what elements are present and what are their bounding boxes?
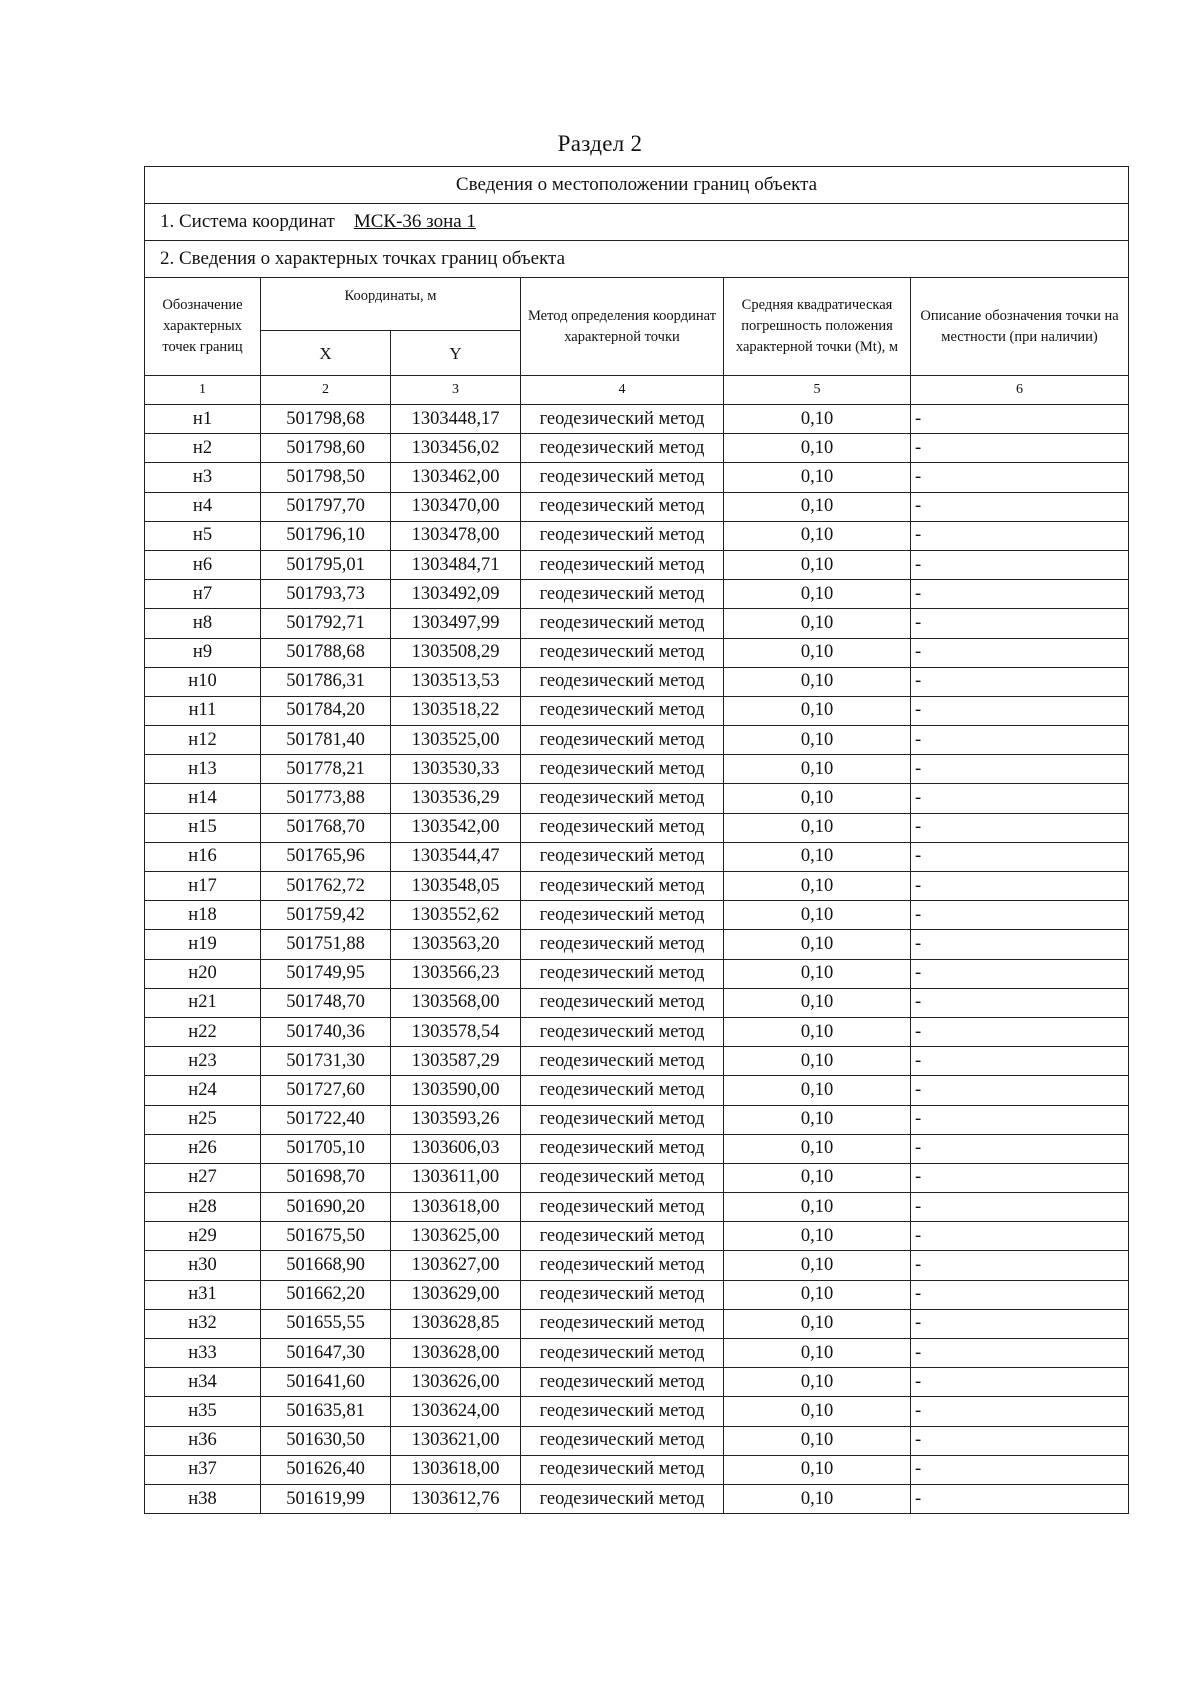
coord-y: 1303629,00 bbox=[391, 1280, 521, 1309]
method: геодезический метод bbox=[521, 872, 724, 901]
point-id: н31 bbox=[145, 1280, 261, 1309]
coord-x: 501749,95 bbox=[261, 959, 391, 988]
column-number: 6 bbox=[911, 376, 1129, 405]
accuracy: 0,10 bbox=[724, 930, 911, 959]
method: геодезический метод bbox=[521, 521, 724, 550]
description: - bbox=[911, 492, 1129, 521]
accuracy: 0,10 bbox=[724, 1484, 911, 1513]
description: - bbox=[911, 1193, 1129, 1222]
method: геодезический метод bbox=[521, 1105, 724, 1134]
method: геодезический метод bbox=[521, 1163, 724, 1192]
description: - bbox=[911, 1397, 1129, 1426]
point-id: н32 bbox=[145, 1309, 261, 1338]
description: - bbox=[911, 1484, 1129, 1513]
method: геодезический метод bbox=[521, 988, 724, 1017]
accuracy: 0,10 bbox=[724, 755, 911, 784]
coord-y: 1303484,71 bbox=[391, 550, 521, 579]
description: - bbox=[911, 1017, 1129, 1046]
description: - bbox=[911, 959, 1129, 988]
column-number-row bbox=[145, 376, 1129, 405]
description: - bbox=[911, 988, 1129, 1017]
column-number: 2 bbox=[261, 376, 391, 405]
coord-y: 1303618,00 bbox=[391, 1455, 521, 1484]
header-method: Метод определения координат характерной точки bbox=[521, 278, 724, 376]
accuracy: 0,10 bbox=[724, 872, 911, 901]
description: - bbox=[911, 1134, 1129, 1163]
point-id: н17 bbox=[145, 872, 261, 901]
accuracy: 0,10 bbox=[724, 988, 911, 1017]
coord-y: 1303568,00 bbox=[391, 988, 521, 1017]
coord-y: 1303470,00 bbox=[391, 492, 521, 521]
coord-y: 1303552,62 bbox=[391, 901, 521, 930]
description: - bbox=[911, 1455, 1129, 1484]
method: геодезический метод bbox=[521, 959, 724, 988]
accuracy: 0,10 bbox=[724, 405, 911, 434]
method: геодезический метод bbox=[521, 1047, 724, 1076]
coord-x: 501765,96 bbox=[261, 842, 391, 871]
table-row bbox=[145, 638, 1129, 667]
point-id: н28 bbox=[145, 1193, 261, 1222]
coord-y: 1303478,00 bbox=[391, 521, 521, 550]
method: геодезический метод bbox=[521, 784, 724, 813]
accuracy: 0,10 bbox=[724, 1076, 911, 1105]
method: геодезический метод bbox=[521, 1309, 724, 1338]
point-id: н3 bbox=[145, 463, 261, 492]
table-row bbox=[145, 1280, 1129, 1309]
coord-x: 501731,30 bbox=[261, 1047, 391, 1076]
accuracy: 0,10 bbox=[724, 667, 911, 696]
header-x: X bbox=[261, 331, 391, 376]
coord-y: 1303587,29 bbox=[391, 1047, 521, 1076]
method: геодезический метод bbox=[521, 813, 724, 842]
method: геодезический метод bbox=[521, 609, 724, 638]
coord-x: 501690,20 bbox=[261, 1193, 391, 1222]
method: геодезический метод bbox=[521, 492, 724, 521]
description: - bbox=[911, 1105, 1129, 1134]
coord-x: 501797,70 bbox=[261, 492, 391, 521]
coord-x: 501798,60 bbox=[261, 434, 391, 463]
coord-y: 1303628,85 bbox=[391, 1309, 521, 1338]
header-row-1 bbox=[145, 278, 1129, 331]
method: геодезический метод bbox=[521, 1222, 724, 1251]
description: - bbox=[911, 755, 1129, 784]
description: - bbox=[911, 463, 1129, 492]
description: - bbox=[911, 667, 1129, 696]
table-row bbox=[145, 1017, 1129, 1046]
accuracy: 0,10 bbox=[724, 1105, 911, 1134]
coord-x: 501641,60 bbox=[261, 1368, 391, 1397]
coord-y: 1303566,23 bbox=[391, 959, 521, 988]
coord-y: 1303536,29 bbox=[391, 784, 521, 813]
table-row bbox=[145, 988, 1129, 1017]
method: геодезический метод bbox=[521, 755, 724, 784]
coord-x: 501784,20 bbox=[261, 696, 391, 725]
table-row bbox=[145, 1105, 1129, 1134]
point-id: н30 bbox=[145, 1251, 261, 1280]
description: - bbox=[911, 1047, 1129, 1076]
accuracy: 0,10 bbox=[724, 1134, 911, 1163]
method: геодезический метод bbox=[521, 696, 724, 725]
points-heading-row bbox=[145, 241, 1129, 278]
description: - bbox=[911, 872, 1129, 901]
table-row bbox=[145, 492, 1129, 521]
method: геодезический метод bbox=[521, 638, 724, 667]
coord-y: 1303462,00 bbox=[391, 463, 521, 492]
point-id: н1 bbox=[145, 405, 261, 434]
coord-x: 501647,30 bbox=[261, 1339, 391, 1368]
coord-x: 501740,36 bbox=[261, 1017, 391, 1046]
accuracy: 0,10 bbox=[724, 1251, 911, 1280]
coord-x: 501668,90 bbox=[261, 1251, 391, 1280]
coord-y: 1303627,00 bbox=[391, 1251, 521, 1280]
table-row bbox=[145, 1339, 1129, 1368]
description: - bbox=[911, 1163, 1129, 1192]
description: - bbox=[911, 609, 1129, 638]
accuracy: 0,10 bbox=[724, 1368, 911, 1397]
point-id: н14 bbox=[145, 784, 261, 813]
accuracy: 0,10 bbox=[724, 434, 911, 463]
coord-x: 501748,70 bbox=[261, 988, 391, 1017]
section-title: Раздел 2 bbox=[557, 131, 643, 156]
table-row bbox=[145, 1397, 1129, 1426]
coord-y: 1303593,26 bbox=[391, 1105, 521, 1134]
point-id: н34 bbox=[145, 1368, 261, 1397]
point-id: н20 bbox=[145, 959, 261, 988]
column-number: 4 bbox=[521, 376, 724, 405]
method: геодезический метод bbox=[521, 463, 724, 492]
accuracy: 0,10 bbox=[724, 813, 911, 842]
point-id: н10 bbox=[145, 667, 261, 696]
table-title: Сведения о местоположении границ объекта bbox=[145, 167, 1129, 204]
coord-x: 501762,72 bbox=[261, 872, 391, 901]
point-id: н6 bbox=[145, 550, 261, 579]
table-row bbox=[145, 872, 1129, 901]
description: - bbox=[911, 580, 1129, 609]
method: геодезический метод bbox=[521, 1368, 724, 1397]
coord-x: 501778,21 bbox=[261, 755, 391, 784]
coord-y: 1303448,17 bbox=[391, 405, 521, 434]
coord-y: 1303525,00 bbox=[391, 726, 521, 755]
accuracy: 0,10 bbox=[724, 1280, 911, 1309]
table-row bbox=[145, 1222, 1129, 1251]
table-row bbox=[145, 959, 1129, 988]
table-row bbox=[145, 667, 1129, 696]
coord-x: 501705,10 bbox=[261, 1134, 391, 1163]
point-id: н29 bbox=[145, 1222, 261, 1251]
coord-x: 501698,70 bbox=[261, 1163, 391, 1192]
coord-y: 1303624,00 bbox=[391, 1397, 521, 1426]
table-row bbox=[145, 463, 1129, 492]
description: - bbox=[911, 434, 1129, 463]
accuracy: 0,10 bbox=[724, 696, 911, 725]
point-id: н13 bbox=[145, 755, 261, 784]
method: геодезический метод bbox=[521, 667, 724, 696]
coord-y: 1303578,54 bbox=[391, 1017, 521, 1046]
point-id: н22 bbox=[145, 1017, 261, 1046]
header-designation: Обозначение характерных точек границ bbox=[145, 278, 261, 376]
method: геодезический метод bbox=[521, 405, 724, 434]
description: - bbox=[911, 784, 1129, 813]
table-row bbox=[145, 1047, 1129, 1076]
column-number: 5 bbox=[724, 376, 911, 405]
description: - bbox=[911, 1222, 1129, 1251]
coord-x: 501630,50 bbox=[261, 1426, 391, 1455]
method: геодезический метод bbox=[521, 550, 724, 579]
coord-x: 501768,70 bbox=[261, 813, 391, 842]
description: - bbox=[911, 1076, 1129, 1105]
table-row bbox=[145, 1163, 1129, 1192]
coord-x: 501781,40 bbox=[261, 726, 391, 755]
coord-system-value: МСК-36 зона 1 bbox=[353, 211, 476, 232]
point-id: н23 bbox=[145, 1047, 261, 1076]
coord-x: 501675,50 bbox=[261, 1222, 391, 1251]
column-number: 1 bbox=[145, 376, 261, 405]
method: геодезический метод bbox=[521, 726, 724, 755]
accuracy: 0,10 bbox=[724, 521, 911, 550]
method: геодезический метод bbox=[521, 842, 724, 871]
table-row bbox=[145, 405, 1129, 434]
coord-x: 501786,31 bbox=[261, 667, 391, 696]
coord-y: 1303518,22 bbox=[391, 696, 521, 725]
accuracy: 0,10 bbox=[724, 1222, 911, 1251]
point-id: н12 bbox=[145, 726, 261, 755]
coord-x: 501798,50 bbox=[261, 463, 391, 492]
point-id: н27 bbox=[145, 1163, 261, 1192]
coord-x: 501792,71 bbox=[261, 609, 391, 638]
description: - bbox=[911, 901, 1129, 930]
method: геодезический метод bbox=[521, 434, 724, 463]
description: - bbox=[911, 1280, 1129, 1309]
coord-y: 1303563,20 bbox=[391, 930, 521, 959]
coord-x: 501795,01 bbox=[261, 550, 391, 579]
description: - bbox=[911, 405, 1129, 434]
accuracy: 0,10 bbox=[724, 492, 911, 521]
column-number: 3 bbox=[391, 376, 521, 405]
point-id: н21 bbox=[145, 988, 261, 1017]
coord-x: 501635,81 bbox=[261, 1397, 391, 1426]
point-id: н8 bbox=[145, 609, 261, 638]
method: геодезический метод bbox=[521, 1280, 724, 1309]
coord-y: 1303625,00 bbox=[391, 1222, 521, 1251]
table-row bbox=[145, 1426, 1129, 1455]
coord-x: 501788,68 bbox=[261, 638, 391, 667]
table-title-row bbox=[145, 167, 1129, 204]
coord-y: 1303513,53 bbox=[391, 667, 521, 696]
description: - bbox=[911, 638, 1129, 667]
point-id: н36 bbox=[145, 1426, 261, 1455]
method: геодезический метод bbox=[521, 1484, 724, 1513]
method: геодезический метод bbox=[521, 1397, 724, 1426]
coord-y: 1303628,00 bbox=[391, 1339, 521, 1368]
coord-system-row bbox=[145, 204, 1129, 241]
coord-y: 1303626,00 bbox=[391, 1368, 521, 1397]
table-row bbox=[145, 842, 1129, 871]
boundary-points-table bbox=[144, 166, 1129, 1514]
header-coordinates: Координаты, м bbox=[261, 278, 521, 331]
accuracy: 0,10 bbox=[724, 901, 911, 930]
coord-y: 1303542,00 bbox=[391, 813, 521, 842]
table-row bbox=[145, 1251, 1129, 1280]
point-id: н18 bbox=[145, 901, 261, 930]
coord-y: 1303621,00 bbox=[391, 1426, 521, 1455]
point-id: н37 bbox=[145, 1455, 261, 1484]
header-y: Y bbox=[391, 331, 521, 376]
coord-x: 501722,40 bbox=[261, 1105, 391, 1134]
table-row bbox=[145, 1134, 1129, 1163]
coord-x: 501626,40 bbox=[261, 1455, 391, 1484]
description: - bbox=[911, 696, 1129, 725]
point-id: н5 bbox=[145, 521, 261, 550]
coord-y: 1303497,99 bbox=[391, 609, 521, 638]
accuracy: 0,10 bbox=[724, 638, 911, 667]
point-id: н15 bbox=[145, 813, 261, 842]
method: геодезический метод bbox=[521, 1017, 724, 1046]
description: - bbox=[911, 521, 1129, 550]
point-id: н9 bbox=[145, 638, 261, 667]
accuracy: 0,10 bbox=[724, 959, 911, 988]
description: - bbox=[911, 1368, 1129, 1397]
point-id: н2 bbox=[145, 434, 261, 463]
method: геодезический метод bbox=[521, 930, 724, 959]
point-id: н7 bbox=[145, 580, 261, 609]
coord-x: 501796,10 bbox=[261, 521, 391, 550]
coord-y: 1303456,02 bbox=[391, 434, 521, 463]
coord-y: 1303590,00 bbox=[391, 1076, 521, 1105]
coord-x: 501759,42 bbox=[261, 901, 391, 930]
table-row bbox=[145, 813, 1129, 842]
header-description: Описание обозначения точки на местности (при наличии) bbox=[911, 278, 1129, 376]
description: - bbox=[911, 1309, 1129, 1338]
coord-y: 1303548,05 bbox=[391, 872, 521, 901]
accuracy: 0,10 bbox=[724, 1017, 911, 1046]
table-row bbox=[145, 930, 1129, 959]
coord-y: 1303530,33 bbox=[391, 755, 521, 784]
method: геодезический метод bbox=[521, 1339, 724, 1368]
accuracy: 0,10 bbox=[724, 726, 911, 755]
description: - bbox=[911, 813, 1129, 842]
coord-y: 1303612,76 bbox=[391, 1484, 521, 1513]
table-row bbox=[145, 550, 1129, 579]
coord-x: 501655,55 bbox=[261, 1309, 391, 1338]
accuracy: 0,10 bbox=[724, 463, 911, 492]
header-accuracy: Средняя квадратическая погрешность положения характерной точки (Mt), м bbox=[724, 278, 911, 376]
coord-system-label: 1. Система координат bbox=[160, 211, 335, 232]
table-row bbox=[145, 1076, 1129, 1105]
point-id: н24 bbox=[145, 1076, 261, 1105]
table-row bbox=[145, 1193, 1129, 1222]
point-id: н38 bbox=[145, 1484, 261, 1513]
method: геодезический метод bbox=[521, 1193, 724, 1222]
accuracy: 0,10 bbox=[724, 1047, 911, 1076]
method: геодезический метод bbox=[521, 1426, 724, 1455]
description: - bbox=[911, 1251, 1129, 1280]
table-row bbox=[145, 784, 1129, 813]
coord-x: 501751,88 bbox=[261, 930, 391, 959]
method: геодезический метод bbox=[521, 1076, 724, 1105]
point-id: н4 bbox=[145, 492, 261, 521]
point-id: н11 bbox=[145, 696, 261, 725]
coord-y: 1303611,00 bbox=[391, 1163, 521, 1192]
method: геодезический метод bbox=[521, 1455, 724, 1484]
accuracy: 0,10 bbox=[724, 609, 911, 638]
table-row bbox=[145, 521, 1129, 550]
coord-y: 1303606,03 bbox=[391, 1134, 521, 1163]
coord-x: 501793,73 bbox=[261, 580, 391, 609]
coord-y: 1303508,29 bbox=[391, 638, 521, 667]
accuracy: 0,10 bbox=[724, 1309, 911, 1338]
point-id: н19 bbox=[145, 930, 261, 959]
table-row bbox=[145, 1455, 1129, 1484]
method: геодезический метод bbox=[521, 580, 724, 609]
description: - bbox=[911, 550, 1129, 579]
coord-x: 501727,60 bbox=[261, 1076, 391, 1105]
accuracy: 0,10 bbox=[724, 580, 911, 609]
accuracy: 0,10 bbox=[724, 1163, 911, 1192]
accuracy: 0,10 bbox=[724, 1193, 911, 1222]
point-id: н16 bbox=[145, 842, 261, 871]
description: - bbox=[911, 726, 1129, 755]
description: - bbox=[911, 930, 1129, 959]
coord-x: 501619,99 bbox=[261, 1484, 391, 1513]
method: геодезический метод bbox=[521, 1134, 724, 1163]
coord-y: 1303544,47 bbox=[391, 842, 521, 871]
table-row bbox=[145, 580, 1129, 609]
table-row bbox=[145, 726, 1129, 755]
accuracy: 0,10 bbox=[724, 1397, 911, 1426]
point-id: н35 bbox=[145, 1397, 261, 1426]
accuracy: 0,10 bbox=[724, 784, 911, 813]
table-row bbox=[145, 1309, 1129, 1338]
table-row bbox=[145, 1484, 1129, 1513]
coord-y: 1303492,09 bbox=[391, 580, 521, 609]
coord-x: 501662,20 bbox=[261, 1280, 391, 1309]
points-heading: 2. Сведения о характерных точках границ объекта bbox=[145, 241, 1129, 278]
coord-y: 1303618,00 bbox=[391, 1193, 521, 1222]
coord-x: 501798,68 bbox=[261, 405, 391, 434]
method: геодезический метод bbox=[521, 901, 724, 930]
coord-x: 501773,88 bbox=[261, 784, 391, 813]
accuracy: 0,10 bbox=[724, 1455, 911, 1484]
description: - bbox=[911, 842, 1129, 871]
table-row bbox=[145, 755, 1129, 784]
accuracy: 0,10 bbox=[724, 1426, 911, 1455]
method: геодезический метод bbox=[521, 1251, 724, 1280]
table-row bbox=[145, 434, 1129, 463]
description: - bbox=[911, 1339, 1129, 1368]
table-row bbox=[145, 609, 1129, 638]
accuracy: 0,10 bbox=[724, 550, 911, 579]
accuracy: 0,10 bbox=[724, 1339, 911, 1368]
point-id: н33 bbox=[145, 1339, 261, 1368]
table-row bbox=[145, 1368, 1129, 1397]
point-id: н26 bbox=[145, 1134, 261, 1163]
point-id: н25 bbox=[145, 1105, 261, 1134]
table-row bbox=[145, 696, 1129, 725]
accuracy: 0,10 bbox=[724, 842, 911, 871]
table-row bbox=[145, 901, 1129, 930]
description: - bbox=[911, 1426, 1129, 1455]
